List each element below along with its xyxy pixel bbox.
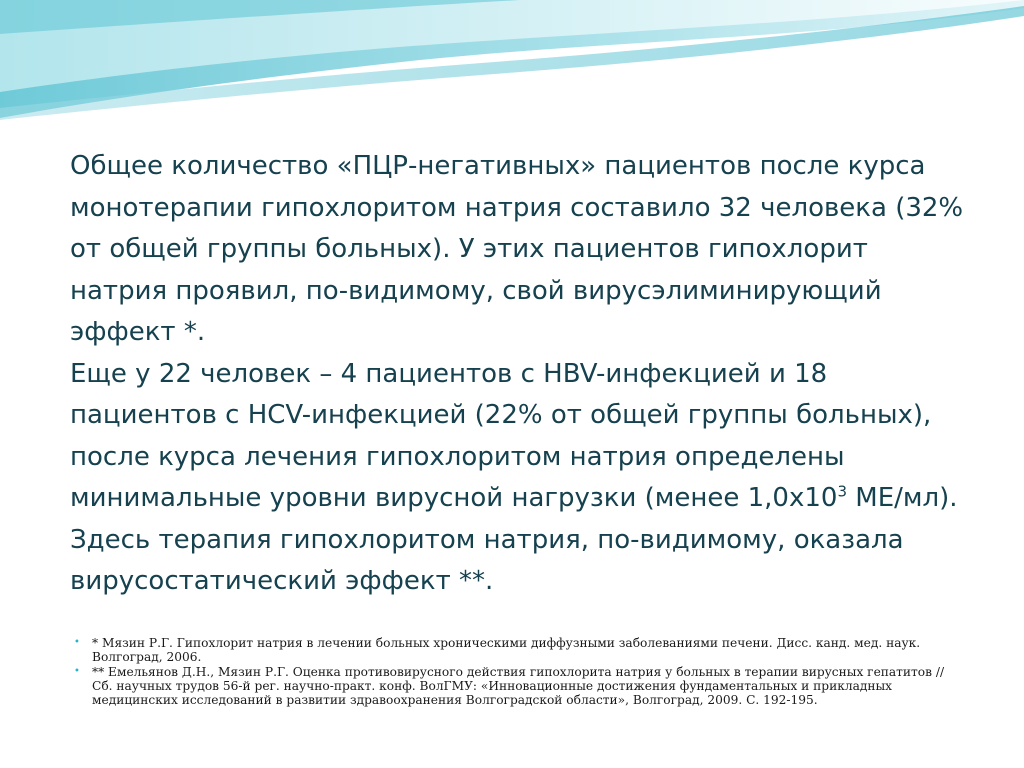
main-text-block xyxy=(70,146,970,603)
footnote-item xyxy=(74,636,954,664)
paragraph-text-after: МЕ/мл). Здесь терапия гипохлоритом натрия, по-видимому, оказала вирусостатический эффект **. xyxy=(70,483,958,596)
paragraph-monotherapy-result: Общее количество «ПЦР-негативных» пациентов после курса монотерапии гипохлоритом натрия составило 32 человека (32% от общей группы больных). У этих пациентов гипохлорит натрия проявил, по-видимому, свой вирусэлиминирующий эффект *. xyxy=(70,151,964,347)
superscript-exponent: 3 xyxy=(837,482,847,501)
footnote-text: ** Емельянов Д.Н., Мязин Р.Г. Оценка противовирусного действия гипохлорита натрия у больных в терапии вирусных гепатитов // Сб. научных трудов 56-й рег. научно-практ. конф. ВолГМУ: «Инновационные достижения фундаментальных и прикладных медицинских исследований в развитии здравоохранения Волгоградской области», Волгоград, 2009. С. 192-195. xyxy=(92,665,945,707)
bullet-icon: • xyxy=(74,666,80,677)
paragraph-text-before: Еще у 22 человек – 4 пациентов с HBV-инфекцией и 18 пациентов с HCV-инфекцией (22% от общей группы больных), после курса лечения гипохлоритом натрия определены минимальные уровни вирусной нагрузки (менее 1,0х10 xyxy=(70,358,932,513)
bullet-icon: • xyxy=(74,637,80,648)
footnotes-list xyxy=(74,636,954,708)
paragraph-viral-load-result xyxy=(70,354,970,603)
decorative-wave-header xyxy=(0,0,1024,130)
footnote-text: * Мязин Р.Г. Гипохлорит натрия в лечении больных хроническими диффузными заболеваниями печени. Дисс. канд. мед. наук. Волгоград, 2006. xyxy=(92,636,921,664)
footnote-item xyxy=(74,665,954,707)
